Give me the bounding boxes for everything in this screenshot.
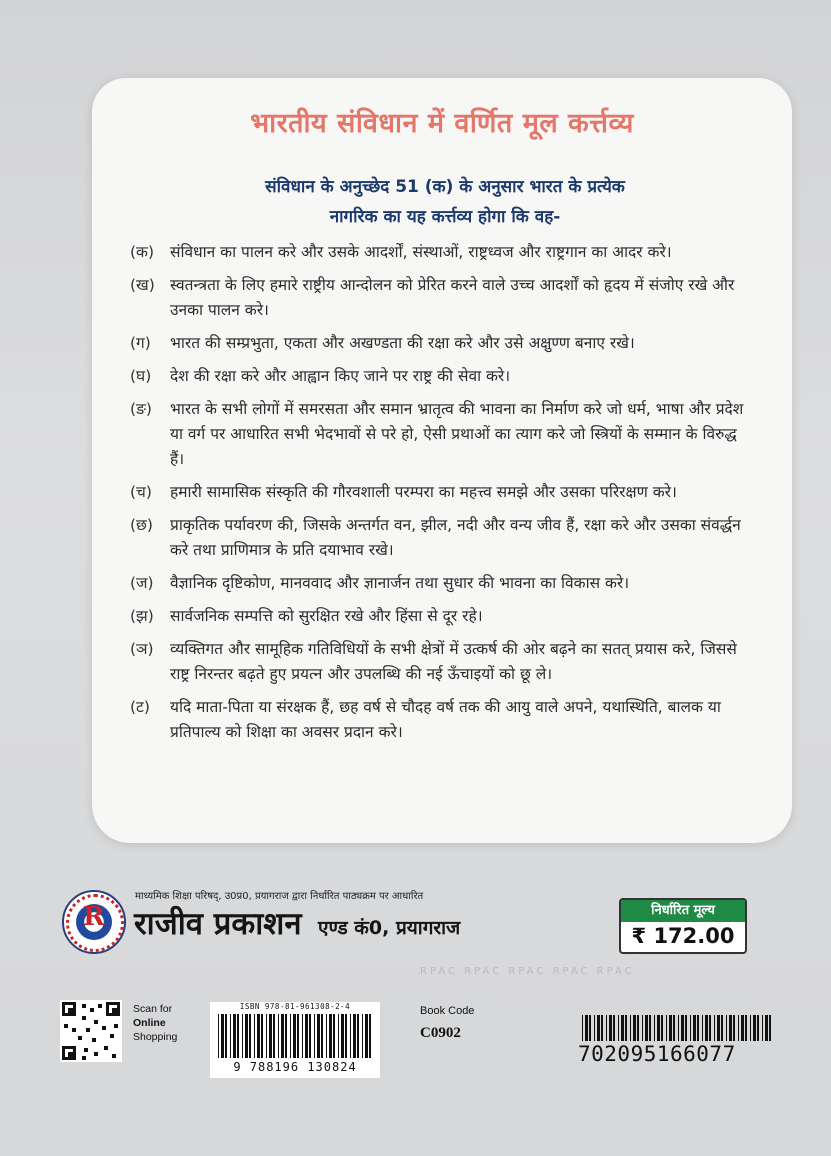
duty-item	[130, 604, 750, 629]
duty-item	[130, 364, 750, 389]
isbn-barcode	[210, 1002, 380, 1078]
barcode-bar	[326, 1014, 327, 1058]
qr-dot	[64, 1024, 68, 1028]
duty-item	[130, 397, 750, 472]
barcode-bar	[341, 1014, 344, 1058]
publisher-logo-icon	[62, 890, 126, 954]
price-value: ₹ 172.00	[631, 924, 735, 948]
barcode-bar	[350, 1014, 351, 1058]
barcode-bar	[345, 1014, 347, 1058]
book-code-value: C0902	[420, 1025, 461, 1041]
duty-text: सार्वजनिक सम्पत्ति को सुरक्षित रखे और हिंसा से दूर रहे।	[170, 607, 483, 625]
publisher-name: राजीव प्रकाशन	[134, 906, 302, 942]
qr-finder	[62, 1002, 76, 1016]
barcode-bar	[221, 1014, 224, 1058]
barcode-bar	[233, 1014, 236, 1058]
barcode-bar	[242, 1014, 243, 1058]
barcode-bar	[642, 1015, 643, 1041]
barcode-bar	[633, 1015, 636, 1041]
barcode-bar	[269, 1014, 272, 1058]
barcode-bar	[266, 1014, 267, 1058]
ean-barcode-icon	[582, 1015, 772, 1041]
price-box	[619, 898, 747, 954]
barcode-bar	[702, 1015, 703, 1041]
barcode-bar	[285, 1014, 287, 1058]
qr-dot	[112, 1054, 116, 1058]
scan-line-2: Online	[133, 1017, 166, 1029]
barcode-bar	[278, 1014, 279, 1058]
duty-text: वैज्ञानिक दृष्टिकोण, मानववाद और ज्ञानार्जन तथा सुधार की भावना का विकास करे।	[170, 574, 630, 592]
barcode-bar	[281, 1014, 284, 1058]
barcode-bar	[225, 1014, 227, 1058]
barcode-bar	[338, 1014, 339, 1058]
barcode-bar	[669, 1015, 672, 1041]
barcode-bar	[753, 1015, 756, 1041]
duty-marker: (ङ)	[130, 400, 152, 418]
barcode-bar	[218, 1014, 219, 1058]
qr-dot	[98, 1004, 102, 1008]
logo-letter: R	[83, 902, 105, 932]
page-title: भारतीय संविधान में वर्णित मूल कर्त्तव्य	[250, 108, 634, 139]
barcode-bar	[365, 1014, 368, 1058]
barcode-bar	[757, 1015, 759, 1041]
barcode-bar	[594, 1015, 595, 1041]
duty-marker: (च)	[130, 483, 152, 501]
barcode-bar	[297, 1014, 299, 1058]
barcode-bar	[261, 1014, 263, 1058]
price-label: निर्धारित मूल्य	[621, 900, 745, 922]
barcode-bar	[329, 1014, 332, 1058]
barcode-bar	[353, 1014, 356, 1058]
barcode-bar	[305, 1014, 308, 1058]
barcode-bar	[762, 1015, 763, 1041]
barcode-bar	[717, 1015, 720, 1041]
barcode-bar	[685, 1015, 687, 1041]
barcode-bar	[714, 1015, 715, 1041]
book-code	[420, 1005, 474, 1042]
duty-text: प्राकृतिक पर्यावरण की, जिसके अन्तर्गत वन, झील, नदी और वन्य जीव हैं, रक्षा करे और उसका संवर्द्धन करे तथा प्राणिमात्र के प्रति दयाभाव रखे।	[170, 516, 741, 559]
qr-dot	[102, 1026, 106, 1030]
isbn-top-text: ISBN 978-81-961308-2-4	[239, 1002, 351, 1011]
qr-dot	[72, 1028, 76, 1032]
barcode-bar	[290, 1014, 291, 1058]
scan-line-1: Scan for	[133, 1003, 173, 1015]
barcode-bar	[678, 1015, 679, 1041]
qr-dot	[78, 1036, 82, 1040]
subtitle-line-2: नागरिक का यह कर्त्तव्य होगा कि वह-	[329, 207, 561, 227]
barcode-bar	[314, 1014, 315, 1058]
barcode-bar	[589, 1015, 591, 1041]
duty-item	[130, 480, 750, 505]
qr-dot	[82, 1004, 86, 1008]
barcode-bar	[317, 1014, 320, 1058]
barcode-bar	[657, 1015, 660, 1041]
duty-item	[130, 571, 750, 596]
duties-list	[130, 240, 750, 753]
duty-marker: (ग)	[130, 334, 151, 352]
barcode-bar	[645, 1015, 648, 1041]
barcode-bar	[369, 1014, 371, 1058]
barcode-bar	[637, 1015, 639, 1041]
barcode-bar	[257, 1014, 260, 1058]
qr-dot	[94, 1020, 98, 1024]
barcode-bar	[362, 1014, 363, 1058]
qr-code-icon[interactable]	[60, 1000, 122, 1062]
barcode-bar	[709, 1015, 711, 1041]
duty-marker: (घ)	[130, 367, 152, 385]
duty-item	[130, 331, 750, 356]
duty-text: संविधान का पालन करे और उसके आदर्शों, संस्थाओं, राष्ट्रध्वज और राष्ट्रगान का आदर करे।	[170, 243, 672, 261]
barcode-bar	[769, 1015, 771, 1041]
barcode-bar	[249, 1014, 251, 1058]
duty-text: स्वतन्त्रता के लिए हमारे राष्ट्रीय आन्दोलन को प्रेरित करने वाले उच्च आदर्शों को हृदय में संजोए रखे और उनका पालन करे।	[170, 276, 735, 319]
barcode-bar	[302, 1014, 303, 1058]
publisher-suffix: एण्ड कं0, प्रयागराज	[318, 917, 461, 939]
duty-marker: (झ)	[130, 607, 154, 625]
barcode-bar	[750, 1015, 751, 1041]
barcode-bar	[230, 1014, 231, 1058]
barcode-bar	[705, 1015, 708, 1041]
barcode-bar	[625, 1015, 627, 1041]
barcode-bar	[733, 1015, 735, 1041]
barcode-bar	[630, 1015, 631, 1041]
qr-dot	[90, 1008, 94, 1012]
book-code-label: Book Code	[420, 1005, 475, 1017]
barcode-bar	[654, 1015, 655, 1041]
barcode-bar	[293, 1014, 296, 1058]
isbn-barcode-icon	[218, 1014, 372, 1058]
duty-text: भारत की सम्प्रभुता, एकता और अखण्डता की रक्षा करे और उसे अक्षुण्ण बनाए रखे।	[170, 334, 635, 352]
qr-dot	[84, 1048, 88, 1052]
ean-number: 702095166077	[578, 1042, 736, 1066]
barcode-bar	[621, 1015, 624, 1041]
qr-dot	[104, 1046, 108, 1050]
barcode-bar	[729, 1015, 732, 1041]
duty-text: भारत के सभी लोगों में समरसता और समान भ्रातृत्व की भावना का निर्माण करे जो धर्म, भाषा और प्रदेश या वर्ग पर आधारित सभी भेदभावों से परे हो, ऐसी प्रथाओं का त्याग करे जो स्त्रियों के सम्मान के विरुद्ध हैं।	[170, 400, 744, 468]
duty-marker: (छ)	[130, 516, 153, 534]
barcode-bar	[606, 1015, 607, 1041]
barcode-bar	[693, 1015, 696, 1041]
qr-finder	[106, 1002, 120, 1016]
barcode-bar	[582, 1015, 583, 1041]
qr-dot	[114, 1024, 118, 1028]
duty-text: यदि माता-पिता या संरक्षक हैं, छह वर्ष से चौदह वर्ष तक की आयु वाले अपने, यथास्थिति, बालक या प्रतिपाल्य को शिक्षा का अवसर प्रदान करे।	[170, 698, 721, 741]
watermark-text: RPAC RPAC RPAC RPAC RPAC	[420, 966, 635, 977]
barcode-bar	[745, 1015, 747, 1041]
duty-text: हमारी सामासिक संस्कृति की गौरवशाली परम्परा का महत्त्व समझे और उसका परिरक्षण करे।	[170, 483, 677, 501]
barcode-bar	[321, 1014, 323, 1058]
barcode-bar	[681, 1015, 684, 1041]
duty-marker: (ञ)	[130, 640, 154, 658]
barcode-bar	[245, 1014, 248, 1058]
duty-marker: (क)	[130, 243, 154, 261]
duty-text: देश की रक्षा करे और आह्वान किए जाने पर राष्ट्र की सेवा करे।	[170, 367, 511, 385]
barcode-bar	[697, 1015, 699, 1041]
subtitle-line-1: संविधान के अनुच्छेद 51 (क) के अनुसार भारत के प्रत्येक	[265, 177, 625, 197]
barcode-bar	[738, 1015, 739, 1041]
barcode-bar	[613, 1015, 615, 1041]
qr-finder	[62, 1046, 76, 1060]
publisher-tagline: माध्यमिक शिक्षा परिषद्, उ0प्र0, प्रयागराज द्वारा निर्धारित पाठ्यक्रम पर आधारित	[135, 891, 424, 902]
barcode-bar	[601, 1015, 603, 1041]
barcode-bar	[666, 1015, 667, 1041]
barcode-bar	[690, 1015, 691, 1041]
barcode-bar	[765, 1015, 768, 1041]
barcode-bar	[673, 1015, 675, 1041]
barcode-bar	[726, 1015, 727, 1041]
duty-marker: (ख)	[130, 276, 155, 294]
qr-dot	[86, 1028, 90, 1032]
duty-marker: (ज)	[130, 574, 154, 592]
barcode-bar	[618, 1015, 619, 1041]
barcode-bar	[237, 1014, 239, 1058]
duty-item	[130, 513, 750, 563]
barcode-bar	[273, 1014, 275, 1058]
barcode-bar	[649, 1015, 651, 1041]
barcode-bar	[609, 1015, 612, 1041]
duty-item	[130, 637, 750, 687]
subtitle	[160, 172, 730, 232]
duty-text: व्यक्तिगत और सामूहिक गतिविधियों के सभी क्षेत्रों में उत्कर्ष की ओर बढ़ने का सतत् प्रयास करे, जिससे राष्ट्र निरन्तर बढ़ते हुए प्रयत्न और उपलब्धि की नई ऊँचाइयों को छू ले।	[170, 640, 737, 683]
qr-dot	[82, 1056, 86, 1060]
duty-item	[130, 273, 750, 323]
scan-text	[133, 1002, 177, 1044]
barcode-bar	[357, 1014, 359, 1058]
duty-item	[130, 240, 750, 265]
duty-item	[130, 695, 750, 745]
qr-dot	[94, 1052, 98, 1056]
isbn-number: 9 788196 130824	[233, 1060, 357, 1074]
qr-dot	[92, 1038, 96, 1042]
duty-marker: (ट)	[130, 698, 150, 716]
barcode-bar	[585, 1015, 588, 1041]
scan-line-3: Shopping	[133, 1031, 178, 1043]
qr-dot	[110, 1034, 114, 1038]
barcode-bar	[741, 1015, 744, 1041]
barcode-bar	[309, 1014, 311, 1058]
publisher-block	[62, 884, 582, 954]
barcode-bar	[333, 1014, 335, 1058]
qr-dot	[82, 1016, 86, 1020]
barcode-bar	[254, 1014, 255, 1058]
barcode-bar	[661, 1015, 663, 1041]
barcode-bar	[721, 1015, 723, 1041]
barcode-bar	[597, 1015, 600, 1041]
